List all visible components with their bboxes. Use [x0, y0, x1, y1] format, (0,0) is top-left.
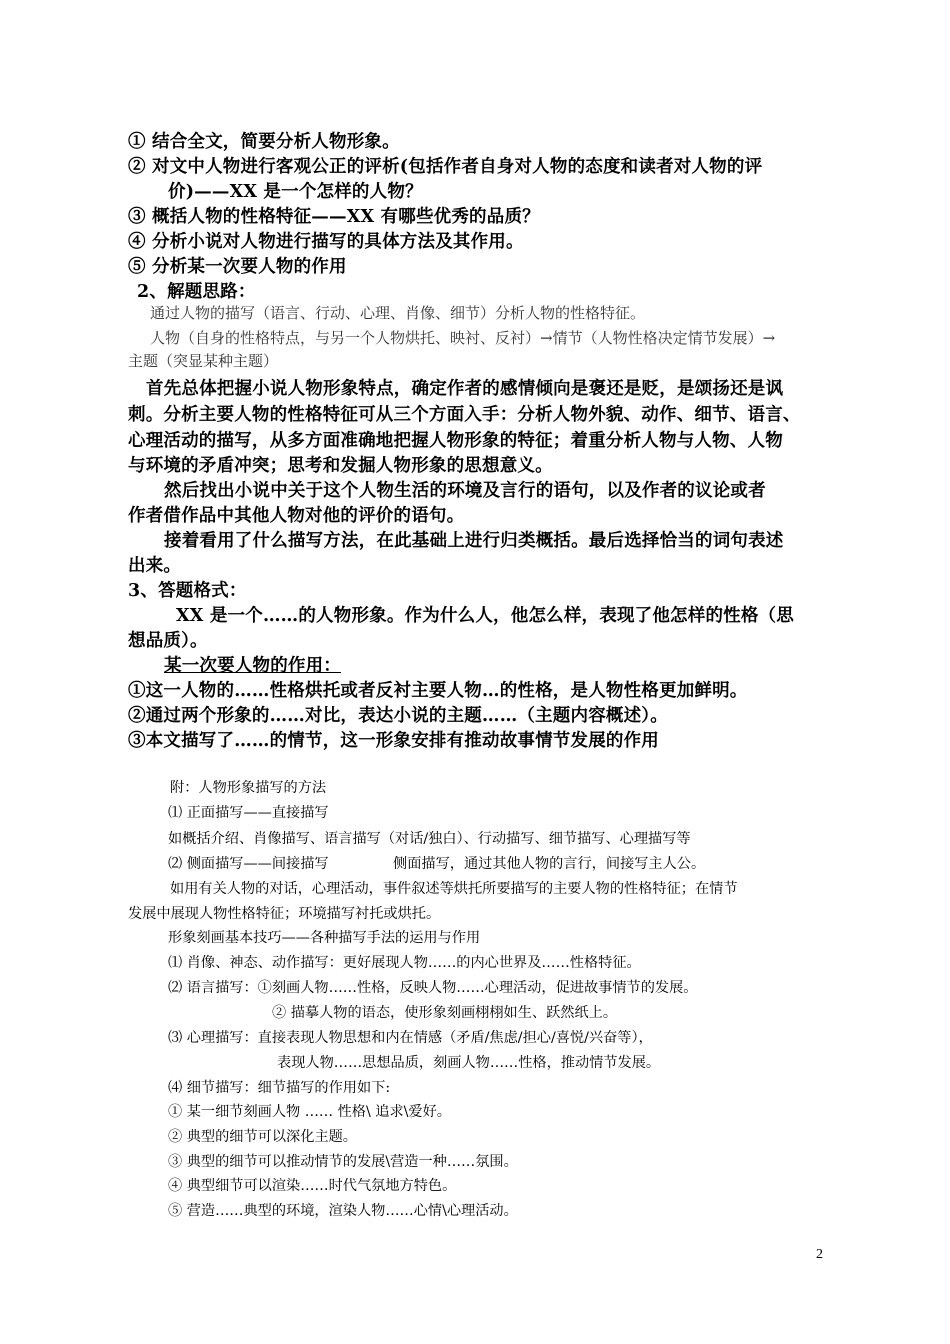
question-3: ③ 概括人物的性格特征——XX 有哪些优秀的品质？: [128, 207, 540, 227]
appendix-line-8: ⑵ 语言描写：①刻画人物……性格，反映人物……心理活动，促进故事情节的发展。: [168, 980, 698, 996]
question-4: ④ 分析小说对人物进行描写的具体方法及其作用。: [128, 232, 524, 252]
appendix-line-3: ⑵ 侧面描写——间接描写: [168, 856, 329, 872]
paragraph-1-line-1: 首先总体把握小说人物形象特点，确定作者的感情倾向是褒还是贬，是颂扬还是讽: [146, 379, 784, 399]
appendix-title: 附：人物形象描写的方法: [170, 780, 327, 796]
paragraph-1-line-3: 心理活动的描写，从多方面准确地把握人物形象的特征；着重分析人物与人物、人物: [128, 431, 783, 451]
appendix-line-7: ⑴ 肖像、神态、动作描写：更好展现人物……的内心世界及……性格特征。: [168, 955, 641, 971]
format-line-2: 想品质）。: [128, 631, 208, 651]
page-number: 2: [816, 1247, 823, 1262]
paragraph-2-line-1: 然后找出小说中关于这个人物生活的环境及言行的语句，以及作者的议论或者: [164, 481, 766, 501]
hint-line-3: 主题（突显某种主题）: [128, 352, 279, 370]
section-3-heading: 3、答题格式：: [128, 581, 247, 601]
appendix-line-10: ⑶ 心理描写：直接表现人物思想和内在情感（矛盾/焦虑/担心/喜悦/兴奋等），: [168, 1030, 653, 1046]
appendix-line-17: ⑤ 营造……典型的环境，渲染人物……心情\心理活动。: [168, 1203, 518, 1219]
appendix-line-12: ⑷ 细节描写：细节描写的作用如下:: [168, 1080, 391, 1096]
appendix-line-4: 如用有关人物的对话，心理活动，事件叙述等烘托所要描写的主要人物的性格特征；在情节: [170, 881, 738, 897]
paragraph-3-line-2: 出来。: [128, 556, 182, 576]
paragraph-3-line-1: 接着看用了什么描写方法，在此基础上进行归类概括。最后选择恰当的词句表述: [164, 531, 784, 551]
section-2-heading: 2、解题思路：: [137, 282, 256, 302]
appendix-line-6: 形象刻画基本技巧——各种描写手法的运用与作用: [168, 930, 481, 946]
appendix-line-13: ① 某一细节刻画人物 …… 性格\ 追求\爱好。: [168, 1104, 451, 1120]
appendix-line-15: ③ 典型的细节可以推动情节的发展\营造一种……氛围。: [168, 1154, 518, 1170]
hint-line-2: 人物（自身的性格特点，与另一个人物烘托、映衬、反衬）→情节（人物性格决定情节发展）→: [150, 329, 776, 347]
question-2: ② 对文中人物进行客观公正的评析(包括作者自身对人物的态度和读者对人物的评: [128, 157, 763, 177]
hint-line-1: 通过人物的描写（语言、行动、心理、肖像、细节）分析人物的性格特征。: [150, 304, 646, 322]
minor-role-1: ①这一人物的……性格烘托或者反衬主要人物…的性格，是人物性格更加鲜明。: [128, 681, 748, 701]
question-5: ⑤ 分析某一次要人物的作用: [128, 257, 347, 277]
minor-role-2: ②通过两个形象的……对比，表达小说的主题……（主题内容概述）。: [128, 706, 668, 726]
appendix-line-16: ④ 典型细节可以渲染……时代气氛地方特色。: [168, 1178, 457, 1194]
minor-role-3: ③本文描写了……的情节，这一形象安排有推动故事情节发展的作用: [128, 731, 659, 751]
appendix-line-3-side: 侧面描写，通过其他人物的言行，间接写主人公。: [393, 856, 706, 872]
question-1: ① 结合全文，简要分析人物形象。: [128, 132, 400, 152]
question-2-cont: 价)——XX 是一个怎样的人物？: [168, 182, 423, 202]
appendix-line-11: 表现人物……思想品质，刻画人物……性格，推动情节发展。: [277, 1055, 661, 1071]
appendix-line-9: ② 描摹人物的语态，使形象刻画栩栩如生、跃然纸上。: [272, 1005, 618, 1021]
appendix-line-14: ② 典型的细节可以深化主题。: [168, 1129, 357, 1145]
minor-character-subheading: 某一次要人物的作用：: [164, 656, 341, 676]
paragraph-2-line-2: 作者借作品中其他人物对他的评价的语句。: [128, 506, 465, 526]
appendix-line-1: ⑴ 正面描写——直接描写: [168, 805, 329, 821]
paragraph-1-line-2: 刺。分析主要人物的性格特征可从三个方面入手：分析人物外貌、动作、细节、语言、: [128, 405, 801, 425]
appendix-line-2: 如概括介绍、肖像描写、语言描写（对话/独白）、行动描写、细节描写、心理描写等: [168, 831, 691, 847]
appendix-line-5: 发展中展现人物性格特征；环境描写衬托或烘托。: [128, 906, 441, 922]
format-line-1: XX 是一个……的人物形象。作为什么人，他怎么样，表现了他怎样的性格（思: [176, 606, 794, 626]
paragraph-1-line-4: 与环境的矛盾冲突；思考和发掘人物形象的思想意义。: [128, 456, 553, 476]
